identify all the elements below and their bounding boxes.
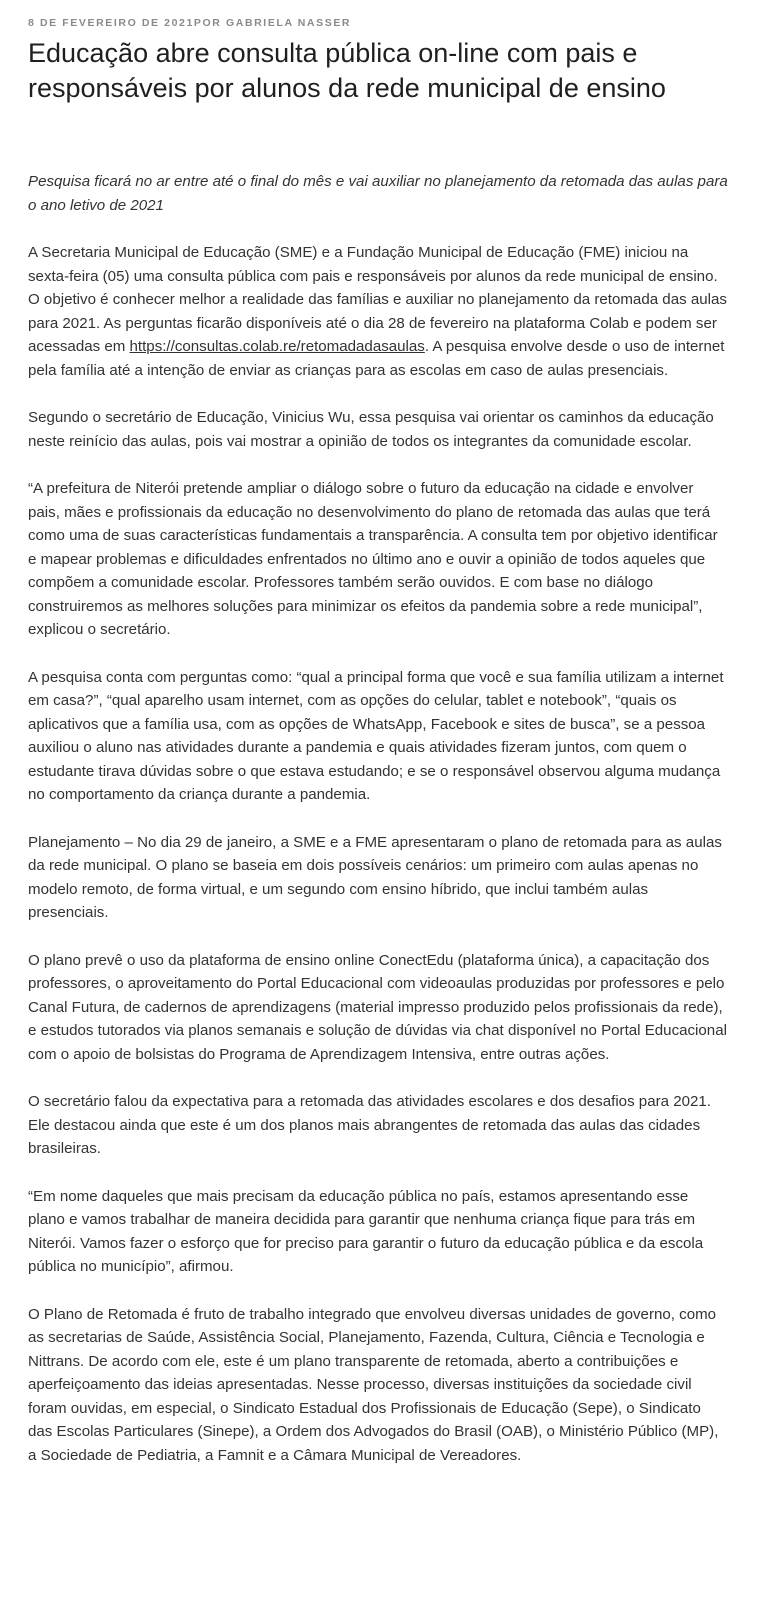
paragraph-4: A pesquisa conta com perguntas como: “qual a principal forma que você e sua família utilizam a internet em casa?”, “qual aparelho usam internet, com as opções do celular, tablet e notebook”, “quais os aplicativos que a família usa, com as opções de WhatsApp, Facebook e sites de busca”, se a pessoa auxiliou o aluno nas atividades durante a pandemia e quais atividades fizeram juntos, com quem o estudante tirava dúvidas sobre o que estava estudando; e se o responsável observou alguma mudança no comportamento da criança durante a pandemia.	[28, 668, 724, 803]
paragraph-6: O plano prevê o uso da plataforma de ensino online ConectEdu (plataforma única), a capacitação dos professores, o aproveitamento do Portal Educacional com videoaulas produzidas por professores e pelo Canal Futura, de cadernos de aprendizagens (material impresso produzido pelos profissionais da rede), e estudos tutorados via planos semanais e solução de dúvidas via chat disponível no Portal Educacional com o apoio de bolsistas do Programa de Aprendizagem Intensiva, entre outras ações.	[28, 951, 727, 1063]
publish-date: 8 DE FEVEREIRO DE 2021	[28, 17, 194, 29]
article-lead: Pesquisa ficará no ar entre até o final do mês e vai auxiliar no planejamento da retomada das aulas para o ano letivo de 2021	[28, 173, 728, 214]
article-meta	[28, 17, 351, 29]
consultation-link[interactable]: https://consultas.colab.re/retomadadasaulas	[129, 338, 425, 355]
paragraph-7: O secretário falou da expectativa para a retomada das atividades escolares e dos desafios para 2021. Ele destacou ainda que este é um dos planos mais abrangentes de retomada das aulas das cidades brasileiras.	[28, 1093, 711, 1157]
paragraph-5: Planejamento – No dia 29 de janeiro, a SME e a FME apresentaram o plano de retomada para as aulas da rede municipal. O plano se baseia em dois possíveis cenários: um primeiro com aulas apenas no modelo remoto, de forma virtual, e um segundo com ensino híbrido, que inclui também aulas presenciais.	[28, 833, 722, 921]
paragraph-3: “A prefeitura de Niterói pretende ampliar o diálogo sobre o futuro da educação na cidade e envolver pais, mães e profissionais da educação no desenvolvimento do plano de retomada das aulas que terá como uma de suas características fundamentais a transparência. A consulta tem por objetivo identificar e mapear problemas e dificuldades enfrentados no último ano e ouvir a opinião de todos aqueles que compõem a comunidade escolar. Professores também serão ouvidos. E com base no diálogo construiremos as melhores soluções para minimizar os efeitos da pandemia sobre a rede municipal”, explicou o secretário.	[28, 480, 718, 638]
paragraph-8: “Em nome daqueles que mais precisam da educação pública no país, estamos apresentando esse plano e vamos trabalhar de maneira decidida para garantir que nenhuma criança fique para trás em Niterói. Vamos fazer o esforço que for preciso para garantir o futuro da educação pública e da escola pública no município”, afirmou.	[28, 1187, 704, 1275]
paragraph-1	[28, 241, 728, 382]
author-byline[interactable]: POR GABRIELA NASSER	[193, 17, 352, 29]
paragraph-2: Segundo o secretário de Educação, Vinicius Wu, essa pesquisa vai orientar os caminhos da educação neste reinício das aulas, pois vai mostrar a opinião de todos os integrantes da comunidade escolar.	[28, 409, 714, 450]
article-body	[28, 170, 728, 1491]
paragraph-1-text-start: A Secretaria Municipal de Educação (SME) e a Fundação Municipal de Educação (FME) iniciou na sexta-feira (05) uma consulta pública com pais e responsáveis por alunos da rede municipal de ensino. O objetivo é conhecer melhor a realidade das famílias e auxiliar no planejamento da retomada das aulas para 2021. As perguntas ficarão disponíveis até o dia 28 de fevereiro na plataforma Colab e podem ser acessadas em	[28, 244, 727, 355]
article-title: Educação abre consulta pública on-line com pais e responsáveis por alunos da rede municipal de ensino	[28, 38, 666, 103]
paragraph-9: O Plano de Retomada é fruto de trabalho integrado que envolveu diversas unidades de governo, como as secretarias de Saúde, Assistência Social, Planejamento, Fazenda, Cultura, Ciência e Tecnologia e Nittrans. De acordo com ele, este é um plano transparente de retomada, aberto a contribuições e aperfeiçoamento das ideias apresentadas. Nesse processo, diversas instituições da sociedade civil foram ouvidas, em especial, o Sindicato Estadual dos Profissionais de Educação (Sepe), o Sindicato das Escolas Particulares (Sinepe), a Ordem dos Advogados do Brasil (OAB), o Ministério Público (MP), a Sociedade de Pediatria, a Famnit e a Câmara Municipal de Vereadores.	[28, 1305, 719, 1464]
paragraph-1-text-end: . A pesquisa envolve desde o uso de internet pela família até a intenção de enviar as crianças para as escolas em caso de aulas presenciais.	[28, 338, 725, 379]
